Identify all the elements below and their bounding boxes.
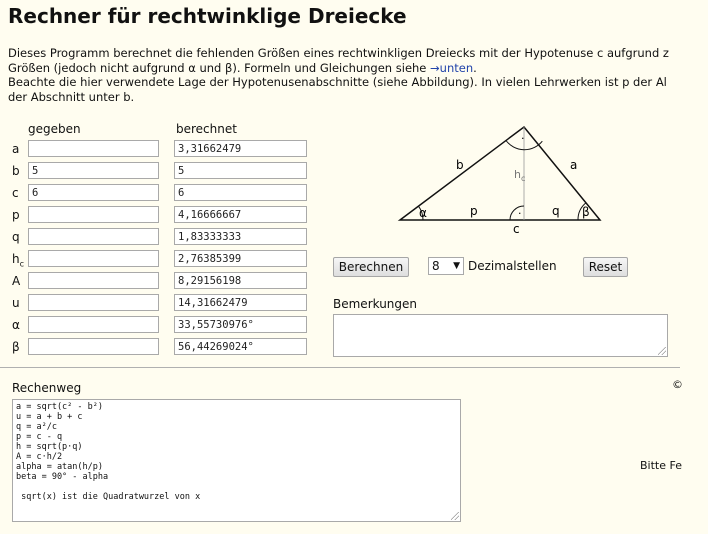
label-q: q xyxy=(552,204,560,218)
given-input-a[interactable] xyxy=(28,140,159,157)
computed-output-A[interactable]: 8,29156198 xyxy=(174,272,307,289)
computed-output-c[interactable]: 6 xyxy=(174,184,307,201)
decimals-label: Dezimalstellen xyxy=(468,259,557,273)
row-label-c: c xyxy=(12,186,19,200)
row-label-hc-sub: c xyxy=(19,259,25,269)
calc-steps-label: Rechenweg xyxy=(12,381,82,395)
row-label-b: b xyxy=(12,164,20,178)
page-title: Rechner für rechtwinklige Dreiecke xyxy=(8,4,407,28)
computed-output-alpha[interactable]: 33,55730976° xyxy=(174,316,307,333)
decimals-value: 8 xyxy=(432,259,440,273)
computed-output-q[interactable]: 1,83333333 xyxy=(174,228,307,245)
given-input-beta[interactable] xyxy=(28,338,159,355)
formulas-link[interactable]: →unten xyxy=(430,60,474,75)
given-input-q[interactable] xyxy=(28,228,159,245)
computed-output-p[interactable]: 4,16666667 xyxy=(174,206,307,223)
foot-angle-dot: · xyxy=(518,207,522,220)
row-label-hc xyxy=(12,252,24,268)
column-header-given: gegeben xyxy=(28,122,81,136)
section-divider xyxy=(0,367,680,368)
remarks-textarea[interactable] xyxy=(333,314,668,357)
intro-line-2 xyxy=(8,61,708,76)
intro-line-4: der Abschnitt unter b. xyxy=(8,89,135,104)
given-input-hc[interactable] xyxy=(28,250,159,267)
computed-output-hc[interactable]: 2,76385399 xyxy=(174,250,307,267)
row-label-a: a xyxy=(12,142,20,156)
chevron-down-icon: ▼ xyxy=(453,261,460,271)
top-angle-dot: · xyxy=(521,132,525,145)
triangle-diagram xyxy=(390,118,620,236)
computed-output-a[interactable]: 3,31662479 xyxy=(174,140,307,157)
given-input-p[interactable] xyxy=(28,206,159,223)
given-input-alpha[interactable] xyxy=(28,316,159,333)
row-label-A: A xyxy=(12,274,21,288)
row-label-u: u xyxy=(12,296,20,310)
label-b: b xyxy=(456,158,464,172)
calc-steps-code: a = sqrt(c² - b²) u = a + b + c q = a²/c p = c - q h = sqrt(p·q) A = c·h/2 alpha = atan(h/p) beta = 90° - alpha sqrt(x) ist die Quadratwurzel von x xyxy=(16,402,201,502)
row-label-beta: β xyxy=(12,340,20,354)
row-label-p: p xyxy=(12,208,20,222)
column-header-computed: berechnet xyxy=(176,122,237,136)
label-c: c xyxy=(513,222,520,236)
calc-steps-textarea[interactable] xyxy=(12,399,461,522)
label-hc-main: h xyxy=(514,168,521,181)
computed-output-beta[interactable]: 56,44269024° xyxy=(174,338,307,355)
resize-grip-icon[interactable] xyxy=(658,347,666,355)
computed-output-u[interactable]: 14,31662479 xyxy=(174,294,307,311)
calculate-button[interactable]: Berechnen xyxy=(333,257,409,277)
label-p: p xyxy=(470,204,478,218)
given-input-A[interactable] xyxy=(28,272,159,289)
computed-output-b[interactable]: 5 xyxy=(174,162,307,179)
intro-line-2-end: . xyxy=(473,60,477,75)
label-a: a xyxy=(570,158,578,172)
remarks-label: Bemerkungen xyxy=(333,297,418,311)
copyright-symbol: © xyxy=(672,378,683,391)
intro-line-2-text: Größen (jedoch nicht aufgrund α und β). Formeln und Gleichungen siehe xyxy=(8,60,431,75)
given-input-b[interactable]: 5 xyxy=(28,162,159,179)
bitte-text: Bitte Fe xyxy=(640,459,682,472)
intro-line-3: Beachte die hier verwendete Lage der Hypotenusenabschnitte (siehe Abbildung). In vielen Lehrwerken ist p der Al xyxy=(8,75,667,89)
decimals-select[interactable] xyxy=(428,257,464,275)
reset-button[interactable]: Reset xyxy=(583,257,628,277)
row-label-alpha: α xyxy=(12,318,20,332)
given-input-u[interactable] xyxy=(28,294,159,311)
resize-grip-icon[interactable] xyxy=(451,512,459,520)
row-label-hc-main: h xyxy=(12,252,20,266)
label-beta: β xyxy=(582,205,590,219)
row-label-q: q xyxy=(12,230,20,244)
label-hc-sub: c xyxy=(520,174,526,183)
label-alpha: α xyxy=(419,206,427,220)
foot-right-angle-arc xyxy=(510,206,524,220)
triangle-outline xyxy=(400,127,600,220)
intro-text xyxy=(8,46,708,104)
given-input-c[interactable]: 6 xyxy=(28,184,159,201)
intro-line-1: Dieses Programm berechnet die fehlenden Größen eines rechtwinkligen Dreiecks mit der Hypotenuse c aufgrund z xyxy=(8,46,669,60)
